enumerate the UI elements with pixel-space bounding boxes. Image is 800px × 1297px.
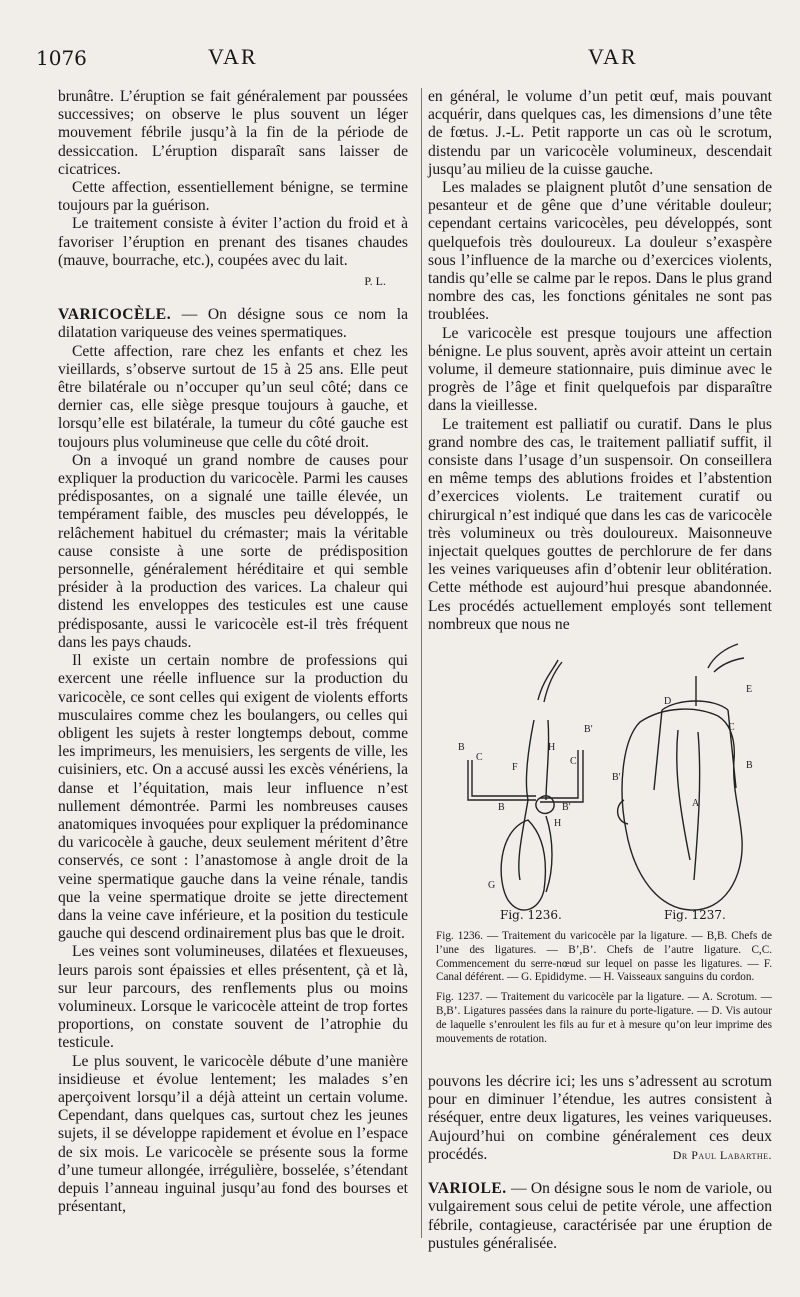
- entry-varicocele: [58, 306, 408, 342]
- svg-text:C: C: [476, 752, 483, 763]
- svg-text:B′: B′: [612, 772, 621, 783]
- paragraph: Les malades se plaignent plutôt d’une sensation de pesanteur et de gêne que d’une véritable douleur; cependant certains varicocèles, peu développés, sont quelquefois très douloureux. La douleur s’exaspère sous l’influence de la marche ou d’exercices violents, tandis qu’elle se calme par le repos. Dans le plus grand nombre des cas, les fonctions génitales ne sont pas troublées.: [428, 179, 772, 324]
- svg-text:H: H: [548, 742, 556, 753]
- paragraph: On a invoqué un grand nombre de causes pour expliquer la production du varicocèle. Parmi les causes prédisposantes, on a signalé une taille élevée, un tempérament faible, des muscles peu développés, le relâchement habituel du crémaster; mais la véritable cause consiste à une sorte de prédisposition personnelle, généralement héréditaire et qui semble présider à la production des varices. La chaleur qui distend les enveloppes des testicules est une cause prédisposante, aussi le varicocèle est-il très fréquent dans les pays chauds.: [58, 451, 408, 651]
- svg-text:B: B: [746, 760, 753, 771]
- svg-text:B′: B′: [584, 724, 593, 735]
- column-divider: [421, 88, 422, 1238]
- svg-text:D: D: [664, 696, 672, 707]
- paragraph: en général, le volume d’un petit œuf, mais pouvant acquérir, dans quelques cas, les dimensions d’une tête de fœtus. J.-L. Petit rapporte un cas où le scrotum, distendu par un varicocèle volumineux, descendait jusqu’au milieu de la cuisse gauche.: [428, 88, 772, 178]
- svg-text:B′: B′: [562, 802, 571, 813]
- right-column-continued: [428, 1073, 772, 1253]
- svg-text:B: B: [458, 742, 465, 753]
- svg-text:C: C: [728, 722, 735, 733]
- definition: — On désigne sous le nom de variole, ou vulgairement sous celui de petite vérole, une affection fébrile, contagieuse, caractérisée par une éruption de pustules généralisée.: [428, 1180, 773, 1252]
- page-number: 1076: [36, 46, 87, 70]
- paragraph: Il existe un certain nombre de professions qui exercent une réelle influence sur la production du varicocèle, ce sont celles qui exigent de violents efforts musculaires comme chez les boulangers, ou celles qui obligent les sujets à rester longtemps debout, comme les imprimeurs, les menuisiers, les sergents de ville, les cuisiniers, etc. On a accusé aussi les excès vénériens, la danse et l’équitation, mais leur influence n’est nullement démontrée. Parmi les nombreuses causes anatomiques invoquées pour expliquer la prédominance du varicocèle à gauche, deux seulement méritent d’être conservés, ce sont : l’anastomose à angle droit de la veine spermatique gauche dans la veine rénale, tandis que la veine spermatique droite se jette directement dans la veine cave inférieure, et la position du testicule gauche qui descend ordinairement plus bas que le droit.: [58, 652, 408, 943]
- paragraph: Le plus souvent, le varicocèle débute d’une manière insidieuse et évolue lentement; les malades s’en aperçoivent lorsqu’il a déjà atteint un certain volume. Cependant, dans quelques cas, surtout chez les jeunes sujets, il se développe rapidement et évolue en l’espace de six mois. Le varicocèle se présente sous la forme d’une tumeur allongée, irrégulière, bosselée, s’étendant depuis l’anneau inguinal jusqu’au fond des bourses et présentant,: [58, 1052, 408, 1216]
- figure-label-1237: Fig. 1237.: [664, 908, 726, 922]
- headword: VARIOLE.: [428, 1180, 507, 1198]
- svg-text:G: G: [488, 880, 496, 891]
- svg-text:F: F: [512, 762, 518, 773]
- running-head-left: VAR: [208, 44, 258, 69]
- paragraph: brunâtre. L’éruption se fait généralement par poussées successives; on observe le plus souvent un léger mouvement fébrile jusqu’à la fin de la période de dessiccation. L’éruption disparaît sans laisser de cicatrices.: [58, 88, 408, 178]
- caption-1236: Fig. 1236. — Traitement du varicocèle par la ligature. — B,B. Chefs de l’une des ligatures. — B’,B’. Chefs de l’autre ligature. C,C. Commencement du serre-nœud sur lequel on passe les ligatures. — F. Canal déférent. — G. Epididyme. — H. Vaisseaux sanguins du cordon.: [436, 930, 772, 984]
- author-signature: P. L.: [364, 274, 386, 289]
- entry-variole: [428, 1180, 772, 1253]
- paragraph: Le traitement est palliatif ou curatif. Dans le plus grand nombre des cas, le traitement palliatif suffit, il consiste dans l’usage d’un suspensoir. On conseillera en même temps des ablutions froides et l’abstention d’exercices violents. Le traitement curatif ou chirurgical n’est indiqué que dans les cas de varicocèle très volumineux ou très douloureux. Maisonneuve injectait quelques gouttes de perchlorure de fer dans les veines variqueuses afin d’obtenir leur oblitération. Cette méthode est aujourd’hui presque abandonnée. Les procédés actuellement employés sont tellement nombreux que nous ne: [428, 415, 772, 633]
- paragraph: pouvons les décrire ici; les uns s’adressent au scrotum pour en diminuer l’étendue, les autres consistent à réséquer, entre deux ligatures, les veines variqueuses. Aujourd’hui on combine généralement ces deux procédés.: [428, 1073, 772, 1163]
- svg-text:B: B: [498, 802, 505, 813]
- figure-label-1236: Fig. 1236.: [500, 908, 562, 922]
- right-column: [428, 88, 772, 634]
- headword: VARICOCÈLE.: [58, 306, 172, 324]
- definition: — On désigne sous ce nom la dilatation variqueuse des veines spermatiques.: [58, 306, 408, 342]
- svg-text:A: A: [692, 798, 700, 809]
- paragraph: Les veines sont volumineuses, dilatées et flexueuses, leurs parois sont épaissies et elles présentent, çà et là, sur leur parcours, des renflements plus ou moins volumineux. Lorsque le varicocèle atteint de trop fortes proportions, on constate souvent de l’atrophie du testicule.: [58, 943, 408, 1052]
- paragraph: Le traitement consiste à éviter l’action du froid et à favoriser l’éruption en prenant des tisanes chaudes (mauve, bourrache, etc.), coupées avec du lait.: [58, 215, 408, 269]
- paragraph: Le varicocèle est presque toujours une affection bénigne. Le plus souvent, après avoir atteint un certain volume, il demeure stationnaire, puis diminue avec le progrès de l’âge et finit quelquefois par disparaître dans la vieillesse.: [428, 324, 772, 415]
- figure-captions: [436, 930, 772, 1052]
- svg-text:C: C: [570, 756, 577, 767]
- author-signature: Dr Paul Labarthe.: [672, 1148, 772, 1163]
- svg-text:H: H: [554, 818, 562, 829]
- svg-text:E: E: [746, 684, 753, 695]
- left-column: [58, 88, 408, 1216]
- paragraph: Cette affection, essentiellement bénigne, se termine toujours par la guérison.: [58, 179, 408, 215]
- paragraph: Cette affection, rare chez les enfants et chez les vieillards, s’observe surtout de 15 à 25 ans. Elle peut être bilatérale ou n’occuper qu’un seul côté; dans ce dernier cas, elle siège presque toujours à gauche, et lorsqu’elle est bilatérale, la tumeur du côté gauche est toujours plus volumineuse que celle du côté droit.: [58, 342, 408, 451]
- anatomical-illustration: [428, 640, 772, 930]
- caption-1237: Fig. 1237. — Traitement du varicocèle par la ligature. — A. Scrotum. — B,B’. Ligatures passées dans la rainure du porte-ligature. — D. Vis autour de laquelle s’enroulent les fils au fur et à mesure qu’on leur imprime des mouvements de rotation.: [436, 991, 772, 1045]
- running-head-right: VAR: [588, 44, 638, 69]
